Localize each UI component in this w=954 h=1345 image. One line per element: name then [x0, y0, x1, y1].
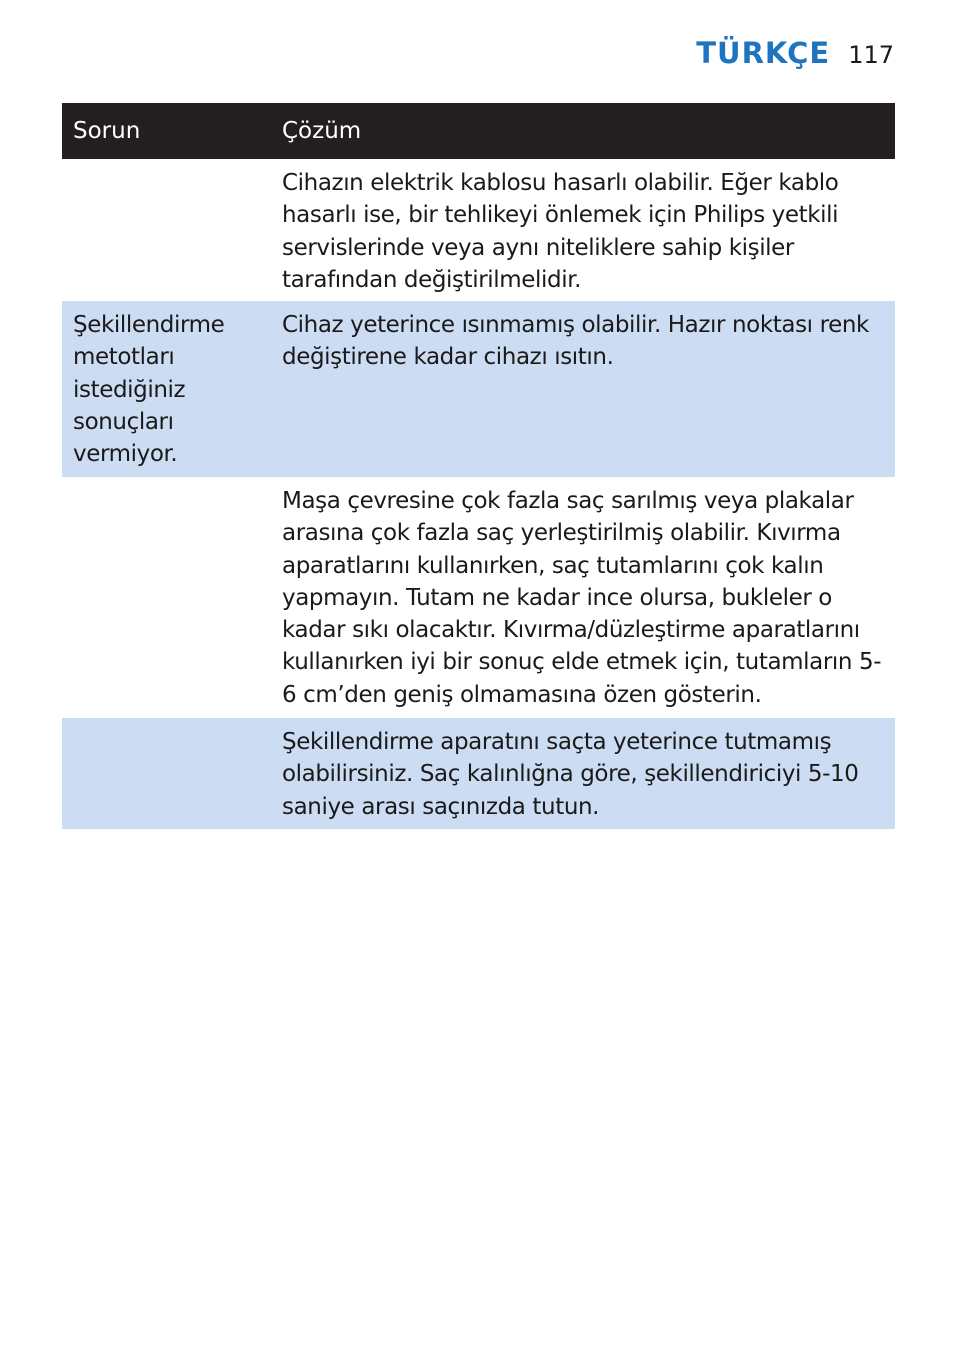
page-number: 117: [848, 41, 894, 69]
section-language-title: TÜRKÇE: [696, 36, 831, 70]
column-header-problem: Sorun: [73, 118, 141, 144]
problem-cell: [62, 726, 272, 821]
problem-cell: [62, 485, 272, 710]
troubleshooting-table: [62, 103, 895, 829]
column-header-solution: Çözüm: [282, 118, 362, 144]
table-row: [62, 477, 895, 718]
table-row: [62, 159, 895, 301]
solution-cell: Cihazın elektrik kablosu hasarlı olabilir. Eğer kablo hasarlı ise, bir tehlikeyi önlemek için Philips yetkili servislerinde veya aynı niteliklere sahip kişiler tarafından değiştirilmelidir.: [282, 170, 839, 293]
solution-cell: Şekillendirme aparatını saçta yeterince tutmamış olabilirsiniz. Saç kalınlığna göre, şekillendiriciyi 5-10 saniye arası saçınızda tutun.: [282, 729, 859, 820]
solution-cell: Cihaz yeterince ısınmamış olabilir. Hazır noktası renk değiştirene kadar cihazı ısıtın.: [282, 312, 869, 371]
table-row: [62, 301, 895, 477]
table-header-row: [62, 103, 895, 159]
problem-cell: Şekillendirme metotları istediğiniz sonuçları vermiyor.: [73, 312, 225, 468]
solution-cell: Maşa çevresine çok fazla saç sarılmış veya plakalar arasına çok fazla saç yerleştirilmiş olabilir. Kıvırma aparatlarını kullanırken, saç tutamlarını çok kalın yapmayın. Tutam ne kadar ince olursa, bukleler o kadar sıkı olacaktır. Kıvırma/düzleştirme aparatlarını kullanırken iyi bir sonuç elde etmek için, tutamların 5-6 cm’den geniş olmamasına özen gösterin.: [282, 488, 882, 708]
problem-cell: [62, 167, 272, 293]
page-header: [696, 36, 894, 70]
table-row: [62, 718, 895, 829]
